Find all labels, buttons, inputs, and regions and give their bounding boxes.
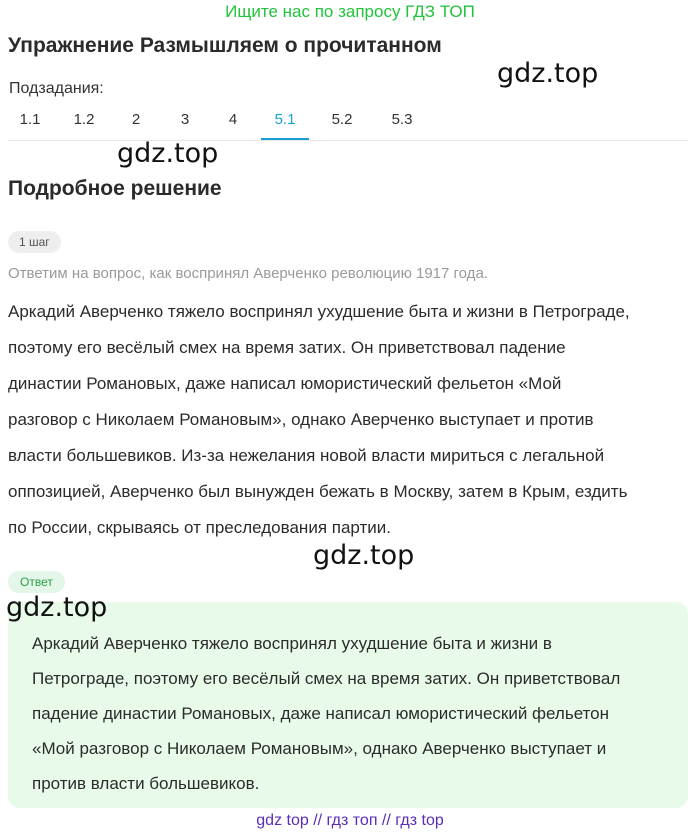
tab-2[interactable]: 2	[131, 111, 141, 128]
solution-line: поэтому его весёлый смех на время затих. Он приветствовал падение	[8, 338, 566, 357]
tab-4[interactable]: 4	[228, 111, 238, 128]
watermark: gdz.top	[313, 540, 415, 571]
answer-line: Аркадий Аверченко тяжело воспринял ухудшение быта и жизни в	[32, 634, 552, 653]
answer-line: Петрограде, поэтому его весёлый смех на время затих. Он приветствовал	[32, 669, 621, 688]
answer-text	[32, 626, 672, 801]
answer-line: против власти большевиков.	[32, 774, 260, 793]
footer-links[interactable]: gdz top // гдз топ // гдз top	[256, 812, 444, 829]
solution-line: оппозицией, Аверченко был вынужден бежать в Москву, затем в Крым, ездить	[8, 482, 628, 501]
solution-text	[8, 294, 688, 546]
tab-5-2[interactable]: 5.2	[331, 111, 353, 128]
tab-3[interactable]: 3	[180, 111, 190, 128]
watermark: gdz.top	[117, 138, 219, 169]
step-badge: 1 шаг	[8, 231, 61, 253]
tab-5-1[interactable]: 5.1	[261, 108, 309, 140]
promo-banner[interactable]: Ищите нас по запросу ГДЗ ТОП	[225, 2, 475, 21]
subtasks-label: Подзадания:	[9, 80, 104, 97]
solution-line: власти большевиков. Из-за нежелания новой власти мириться с легальной	[8, 446, 605, 465]
question-text: Ответим на вопрос, как воспринял Аверченко революцию 1917 года.	[8, 265, 488, 282]
answer-line: падение династии Романовых, даже написал юмористический фельетон	[32, 704, 610, 723]
subtasks-tabs	[8, 108, 688, 141]
solution-line: разговор с Николаем Романовым», однако Аверченко выступает и против	[8, 410, 594, 429]
answer-line: «Мой разговор с Николаем Романовым», однако Аверченко выступает и	[32, 739, 607, 758]
solution-line: Аркадий Аверченко тяжело воспринял ухудшение быта и жизни в Петрограде,	[8, 302, 630, 321]
tab-1-2[interactable]: 1.2	[73, 111, 95, 128]
solution-line: по России, скрываясь от преследования партии.	[8, 518, 391, 537]
solution-line: династии Романовых, даже написал юмористический фельетон «Мой	[8, 374, 562, 393]
watermark: gdz.top	[6, 592, 108, 623]
solution-title: Подробное решение	[8, 177, 222, 200]
answer-badge: Ответ	[8, 571, 65, 593]
page-title: Упражнение Размышляем о прочитанном	[8, 34, 442, 57]
watermark: gdz.top	[497, 58, 599, 89]
tab-5-3[interactable]: 5.3	[391, 111, 413, 128]
tab-1-1[interactable]: 1.1	[19, 111, 41, 128]
